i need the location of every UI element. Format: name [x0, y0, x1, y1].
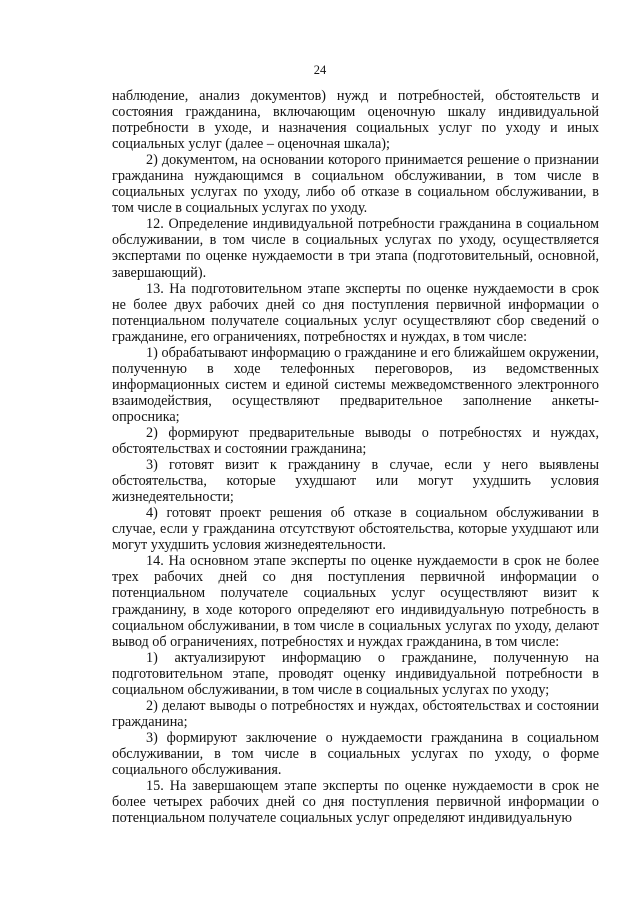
paragraph-section-13: 13. На подготовительном этапе эксперты по оценке нуждаемости в срок не более двух рабочих дней со дня поступления первичной информации о потенциальном получателе социальных услуг осуществляют сбор сведений о гражданине, его ограничениях, потребностях и нуждах, в том числе: [112, 280, 599, 345]
paragraph-section-12: 12. Определение индивидуальной потребности гражданина в социальном обслуживании, в том числе в социальных услугах по уходу, осуществляется экспертами по оценке нуждаемости в три этапа (подготовительный, основной, завершающий). [112, 216, 599, 281]
paragraph-13-item-2: 2) формируют предварительные выводы о потребностях и нуждах, обстоятельствах и состоянии гражданина; [112, 424, 599, 458]
document-body [112, 88, 599, 826]
paragraph-section-15: 15. На завершающем этапе эксперты по оценке нуждаемости в срок не более четырех рабочих дней со дня поступления первичной информации о потенциальном получателе социальных услуг определяют индивидуальную [112, 778, 599, 827]
paragraph-13-item-1: 1) обрабатывают информацию о гражданине и его ближайшем окружении, полученную в ходе телефонных переговоров, из ведомственных информационных систем и единой системы межведомственного электронного взаимодействия, осуществляют предварительное заполнение анкеты-опросника; [112, 344, 599, 425]
paragraph-13-item-3: 3) готовят визит к гражданину в случае, если у него выявлены обстоятельства, которые ухудшают или могут ухудшить условия жизнедеятельности; [112, 457, 599, 506]
paragraph-section-14: 14. На основном этапе эксперты по оценке нуждаемости в срок не более трех рабочих дней со дня поступления первичной информации о потенциальном получателе социальных услуг осуществляют визит к гражданину, в ходе которого определяют его индивидуальную потребность в социальном обслуживании, в том числе в социальных услугах по уходу, делают вывод об ограничениях, потребностях и нуждах гражданина, в том числе: [112, 553, 599, 650]
page-number: 24 [313, 63, 327, 77]
paragraph-13-item-4: 4) готовят проект решения об отказе в социальном обслуживании в случае, если у гражданина отсутствуют обстоятельства, которые ухудшают или могут ухудшить условия жизнедеятельности. [112, 505, 599, 554]
paragraph-14-item-2: 2) делают выводы о потребностях и нуждах, обстоятельствах и состоянии гражданина; [112, 697, 599, 730]
paragraph-14-item-3: 3) формируют заключение о нуждаемости гражданина в социальном обслуживании, в том числе в социальных услугах по уходу, о форме социального обслуживания. [112, 729, 599, 778]
paragraph-14-item-1: 1) актуализируют информацию о гражданине, полученную на подготовительном этапе, проводят оценку индивидуальной потребности в социальном обслуживании, в том числе в социальных услугах по уходу; [112, 649, 599, 698]
paragraph-continuation: наблюдение, анализ документов) нужд и потребностей, обстоятельств и состояния гражданина, включающим оценочную шкалу индивидуальной потребности в уходе, и назначения социальных услуг по уходу и иных социальных услуг (далее – оценочная шкала); [112, 88, 599, 153]
paragraph-item-2: 2) документом, на основании которого принимается решение о признании гражданина нуждающимся в социальном обслуживании, в том числе в социальных услугах по уходу, либо об отказе в социальном обслуживании, в том числе в социальных услугах по уходу. [112, 152, 599, 217]
